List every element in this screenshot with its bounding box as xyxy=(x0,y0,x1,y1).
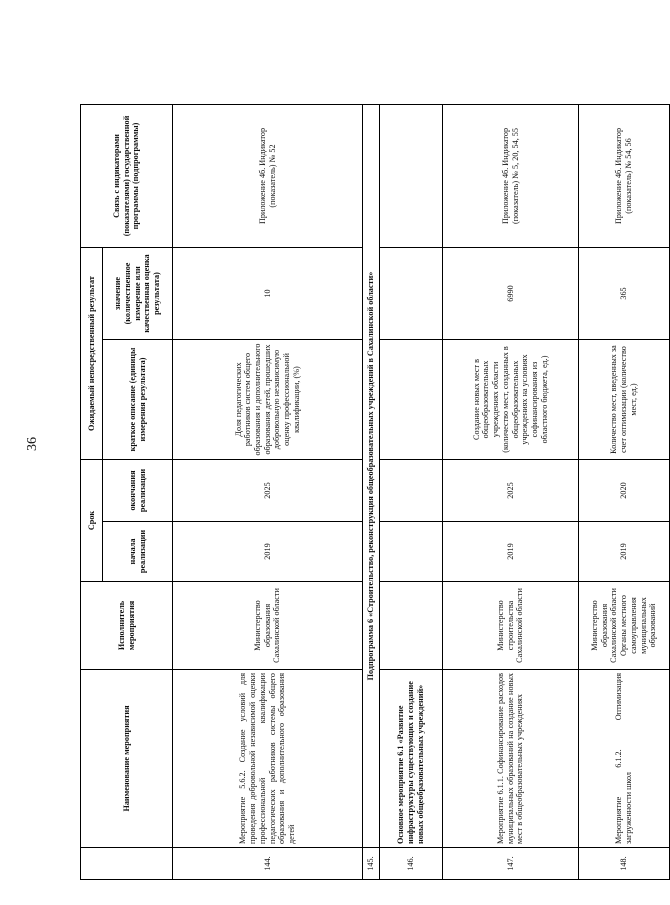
empty-cell xyxy=(380,522,443,582)
table-row xyxy=(443,104,579,879)
result-value: 365 xyxy=(579,247,670,339)
empty-cell xyxy=(380,247,443,339)
measures-table xyxy=(80,104,670,880)
rotated-page xyxy=(80,105,658,880)
main-measure-name: Основное мероприятие 6.1 «Развитие инфраструктуры существующих и создание новых общеобразовательных учреждений» xyxy=(380,670,443,848)
measure-end: 2020 xyxy=(579,460,670,522)
table-row xyxy=(173,104,363,879)
header-short-desc: краткое описание (единицы измерения результата) xyxy=(103,340,173,460)
subprogram-title: Подпрограмма 6 «Строительство, реконструкция общеобразовательных учреждений в Сахалинской области» xyxy=(363,104,380,847)
result-value: 6990 xyxy=(443,247,579,339)
row-number: 148. xyxy=(579,848,670,880)
measure-executor: Министерство строительства Сахалинской области xyxy=(443,582,579,670)
result-value: 10 xyxy=(173,247,363,339)
header-link: Связь с индикаторами (показателями) государственной программы (подпрограммы) xyxy=(81,104,173,247)
result-description: Доля педагогических работников систем общего образования и дополнительного образования детей, прошедших добровольную независимую оценку профессиональной квалификации, (%) xyxy=(173,340,363,460)
measure-name: Мероприятие 6.1.2. Оптимизация загруженности школ xyxy=(579,670,670,848)
empty-cell xyxy=(380,104,443,247)
row-number: 145. xyxy=(363,848,380,880)
result-description: Создание новых мест в общеобразовательных учреждениях области (количество мест, созданных в общеобразовательных учреждениях на условиях софинансирования из областного бюджета, ед.) xyxy=(443,340,579,460)
measure-start: 2019 xyxy=(443,522,579,582)
measure-end: 2025 xyxy=(173,460,363,522)
measure-end: 2025 xyxy=(443,460,579,522)
header-value: значение (количественное измерение или качественная оценка результата) xyxy=(103,247,173,339)
indicator-link: Приложение 4б. Индикатор (показатель) № 5, 20, 54, 55 xyxy=(443,104,579,247)
page-number: 36 xyxy=(25,437,40,451)
row-number: 146. xyxy=(380,848,443,880)
empty-cell xyxy=(380,460,443,522)
measure-executor: Министерство образования Сахалинской области Органы местного самоуправления муниципальных образований xyxy=(579,582,670,670)
measure-start: 2019 xyxy=(173,522,363,582)
header-executor: Исполнитель мероприятия xyxy=(81,582,173,670)
header-term: Срок xyxy=(81,460,103,582)
indicator-link: Приложение 4б. Индикатор (показатель) № 52 xyxy=(173,104,363,247)
header-expected: Ожидаемый непосредственный результат xyxy=(81,247,103,459)
indicator-link: Приложение 4б. Индикатор (показатель) № 54, 56 xyxy=(579,104,670,247)
header-num-cell xyxy=(81,848,173,880)
row-number: 147. xyxy=(443,848,579,880)
measure-name: Мероприятие 6.1.1. Софинансирование расходов муниципальных образований на создание новых мест в общеобразовательных учреждениях xyxy=(443,670,579,848)
result-description: Количество мест, введенных за счет оптимизации (количество мест, ед.) xyxy=(579,340,670,460)
measure-executor: Министерство образования Сахалинской области xyxy=(173,582,363,670)
table-row xyxy=(363,104,380,879)
header-start: начала реализации xyxy=(103,522,173,582)
header-end: окончания реализации xyxy=(103,460,173,522)
empty-cell xyxy=(380,340,443,460)
row-number: 144. xyxy=(173,848,363,880)
table-row xyxy=(579,104,670,879)
table-row xyxy=(380,104,443,879)
empty-cell xyxy=(380,582,443,670)
header-name: Наименование мероприятия xyxy=(81,670,173,848)
measure-name: Мероприятие 5.6.2. Создание условий для проведения добровольной независимой оценки профессиональной квалификации педагогических работников системы общего образования и дополнительного образования детей xyxy=(173,670,363,848)
measure-start: 2019 xyxy=(579,522,670,582)
